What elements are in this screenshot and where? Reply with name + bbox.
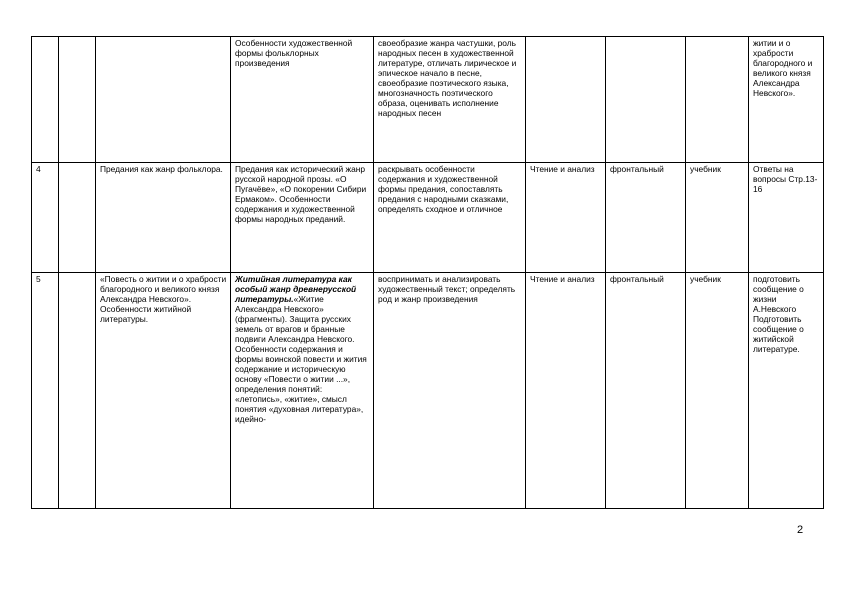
lesson-number: 4 [32, 163, 59, 273]
empty-cell [59, 273, 96, 509]
lesson-number: 5 [32, 273, 59, 509]
lesson-skills: своеобразие жанра частушки, роль народных песен в художественной литературе, отличать лирическое и эпическое начало в песне, своеобразие поэтического языка, многозначность поэтического образа, оценивать исполнение народных песен [374, 37, 526, 163]
content-title: Житийная литература как особый жанр древнерусской литературы. [235, 274, 357, 304]
lesson-activity: Чтение и анализ [526, 273, 606, 509]
lesson-form: фронтальный [606, 273, 686, 509]
lesson-plan-table [31, 36, 824, 509]
lesson-topic: Предания как жанр фольклора. [96, 163, 231, 273]
lesson-topic: «Повесть о житии и о храбрости благородного и великого князя Александра Невского». Особенности житийной литературы. [96, 273, 231, 509]
lesson-resource: учебник [686, 163, 749, 273]
lesson-topic [96, 37, 231, 163]
lesson-resource: учебник [686, 273, 749, 509]
lesson-activity: Чтение и анализ [526, 163, 606, 273]
page-number: 2 [797, 524, 804, 536]
lesson-content [231, 37, 374, 163]
lesson-resource [686, 37, 749, 163]
lesson-form [606, 37, 686, 163]
table-row [32, 37, 824, 163]
lesson-homework: житии и о храбрости благородного и великого князя Александра Невского». [749, 37, 824, 163]
table-row [32, 273, 824, 509]
content-text: Предания как исторический жанр русской народной прозы. «О Пугачёве», «О покорении Сибири Ермаком». Особенности содержания и художественной формы народных преданий. [235, 164, 367, 224]
lesson-content [231, 163, 374, 273]
content-text: «Житие Александра Невского» (фрагменты). Защита русских земель от врагов и бранные подвиги Александра Невского. Особенности содержания и формы воинской повести и жития содержание и историческую основу «Повести о житии ...», определения понятий: «летопись», «житие», смысл понятия «духовная литература», идейно- [235, 294, 367, 424]
lesson-number [32, 37, 59, 163]
lesson-activity [526, 37, 606, 163]
lesson-form: фронтальный [606, 163, 686, 273]
table-row [32, 163, 824, 273]
lesson-homework: Ответы на вопросы Стр.13-16 [749, 163, 824, 273]
lesson-skills: воспринимать и анализировать художественный текст; определять род и жанр произведения [374, 273, 526, 509]
content-text: Особенности художественной формы фольклорных произведения [235, 38, 353, 68]
empty-cell [59, 37, 96, 163]
empty-cell [59, 163, 96, 273]
lesson-homework: подготовить сообщение о жизни А.Невского Подготовить сообщение о житийской литературе. [749, 273, 824, 509]
lesson-content [231, 273, 374, 509]
lesson-skills: раскрывать особенности содержания и художественной формы предания, сопоставлять предания с народными сказками, определять сходное и отличное [374, 163, 526, 273]
